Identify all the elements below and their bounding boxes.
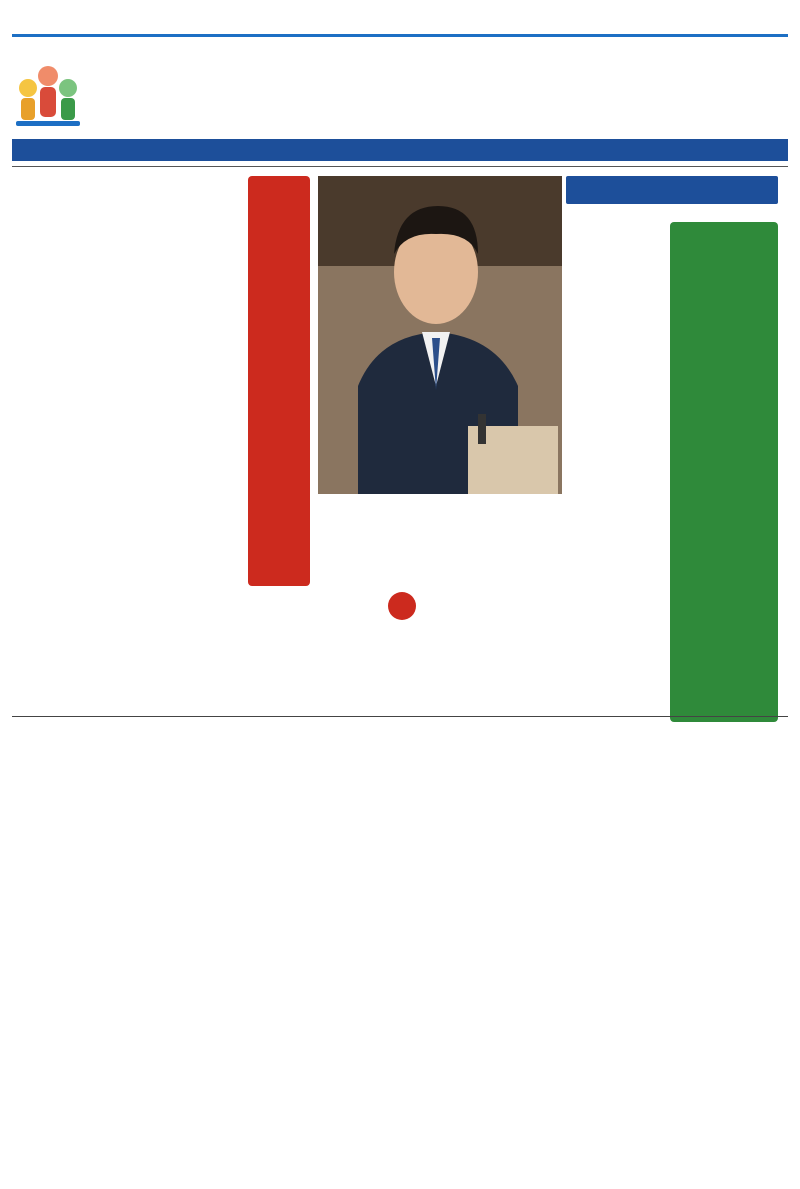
slogan-rule bbox=[12, 34, 788, 37]
mid-rule bbox=[12, 716, 788, 717]
sub-headline bbox=[248, 176, 310, 586]
headline bbox=[670, 222, 778, 722]
content-top-rule bbox=[12, 166, 788, 167]
publisher-bar bbox=[12, 139, 788, 161]
section-badge bbox=[566, 176, 778, 204]
body-col-4 bbox=[518, 524, 666, 712]
body-col-6b bbox=[420, 524, 514, 712]
body-col-16 bbox=[12, 592, 244, 712]
body-col-14 bbox=[12, 176, 244, 586]
body-col-8 bbox=[244, 722, 472, 1176]
body-col-2b bbox=[516, 176, 562, 494]
request-text bbox=[318, 622, 414, 712]
masthead bbox=[12, 48, 788, 134]
body-col-7 bbox=[476, 722, 644, 1176]
lede bbox=[566, 210, 662, 440]
children-logo-icon bbox=[12, 58, 84, 130]
body-col-6 bbox=[648, 722, 788, 1176]
body-col-3 bbox=[318, 524, 376, 592]
body-col-12 bbox=[12, 722, 240, 1176]
photo-caption bbox=[318, 498, 562, 518]
request-tag bbox=[388, 592, 416, 620]
